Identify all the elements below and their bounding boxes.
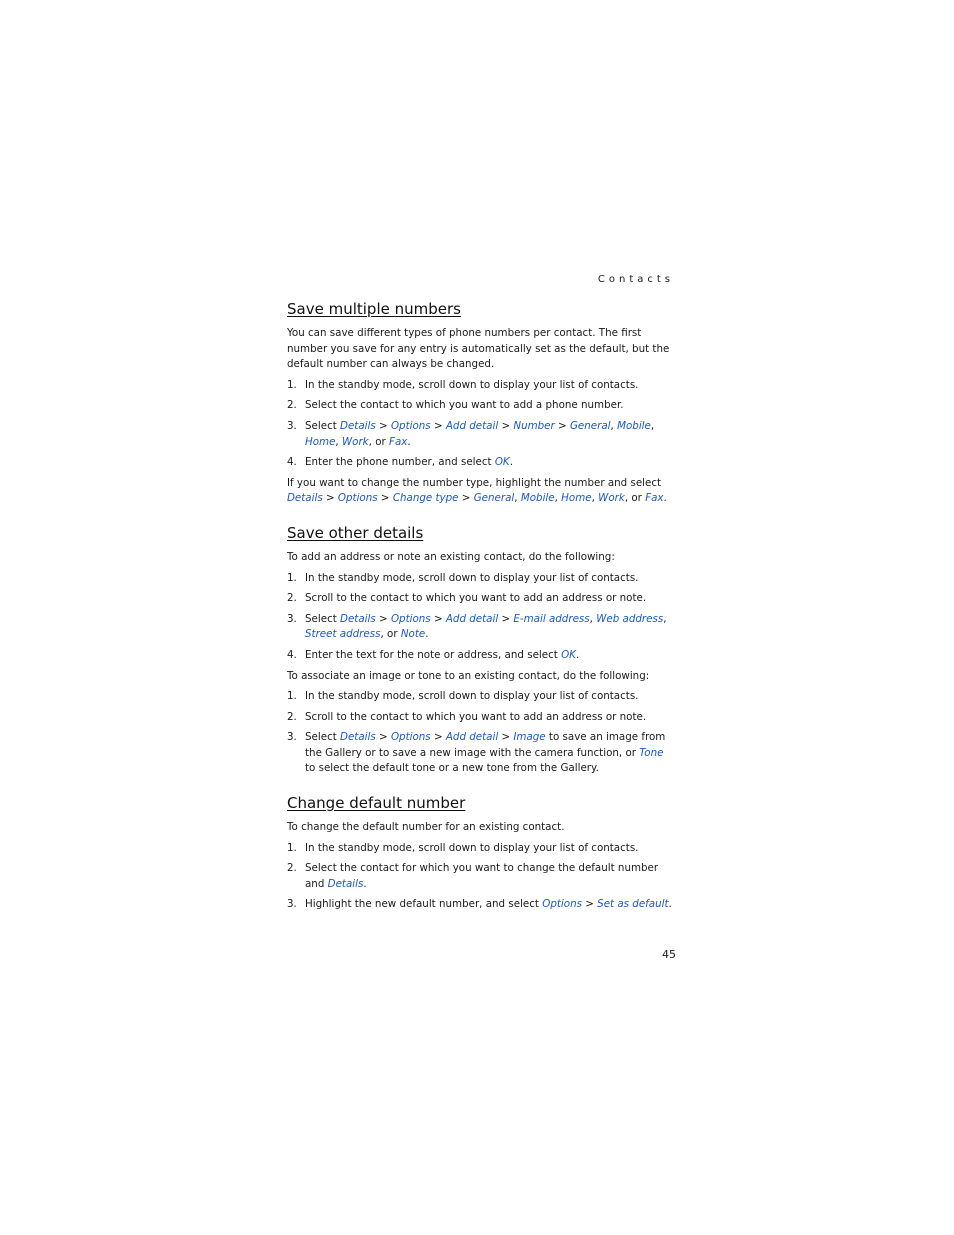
change-type-note: If you want to change the number type, highlight the number and select Details > Options > Change type > General, Mobile, Home, Work, or Fax. [287, 476, 667, 505]
step-text: In the standby mode, scroll down to display your list of contacts. [305, 690, 639, 703]
steps-list [287, 378, 677, 471]
step-text: Enter the phone number, and select [305, 456, 495, 469]
menu-item-details[interactable]: Details [327, 877, 364, 890]
step-number: 1. [287, 841, 297, 854]
step-text: In the standby mode, scroll down to display your list of contacts. [305, 378, 639, 391]
page-content [287, 298, 677, 918]
step-text: Enter the text for the note or address, and select [305, 648, 562, 661]
step-number: 3. [287, 612, 297, 625]
section-heading: Save multiple numbers [287, 300, 461, 318]
step-item [287, 710, 677, 726]
step-item [287, 571, 677, 587]
menu-item-work[interactable]: Work [598, 492, 625, 505]
menu-item-details[interactable]: Details [287, 492, 323, 505]
step-item: 3. Highlight the new default number, and select Options > Set as default. [287, 897, 677, 913]
section-intro: To change the default number for an existing contact. [287, 821, 565, 834]
menu-item-work[interactable]: Work [341, 435, 369, 448]
menu-item-change-type[interactable]: Change type [392, 492, 459, 505]
steps-list [287, 571, 677, 664]
step-number: 2. [287, 592, 297, 605]
step-number: 2. [287, 710, 297, 723]
menu-item-general[interactable]: General [473, 492, 515, 505]
menu-item-web-address[interactable]: Web address [596, 612, 664, 625]
menu-item-add-detail[interactable]: Add detail [445, 612, 499, 625]
menu-item-email-address[interactable]: E-mail address [513, 612, 590, 625]
step-text: Select [305, 612, 341, 625]
step-item: 2. Select the contact for which you want to change the default number and Details. [287, 862, 659, 890]
menu-item-add-detail[interactable]: Add detail [445, 731, 499, 744]
menu-item-ok[interactable]: OK [561, 648, 576, 661]
menu-item-ok[interactable]: OK [494, 456, 510, 469]
step-number: 2. [287, 399, 297, 412]
menu-item-tone[interactable]: Tone [639, 746, 664, 759]
step-text: Select the contact to which you want to add a phone number. [305, 399, 624, 412]
menu-item-street-address[interactable]: Street address [305, 628, 381, 641]
step-item [287, 591, 677, 607]
menu-item-home[interactable]: Home [561, 492, 592, 505]
section-heading: Change default number [287, 794, 466, 813]
section-save-multiple-numbers [287, 298, 677, 507]
page-number: 45 [662, 948, 676, 961]
step-text: Select the contact for which you want to change the default number and [305, 862, 659, 890]
step-number: 4. [287, 648, 297, 661]
section-intro: To add an address or note an existing contact, do the following: [287, 550, 615, 563]
menu-item-fax[interactable]: Fax [389, 435, 408, 448]
steps-list [287, 689, 677, 777]
running-header: Contacts [597, 274, 674, 285]
step-text: Select [305, 419, 341, 432]
menu-item-options[interactable]: Options [542, 898, 582, 911]
menu-item-home[interactable]: Home [305, 435, 336, 448]
menu-item-fax[interactable]: Fax [645, 492, 664, 505]
step-item: 3. Select Details > Options > Add detail > E-mail address, Web address, Street address, or Note. [287, 612, 667, 641]
menu-item-options[interactable]: Options [390, 731, 431, 744]
step-text: Highlight the new default number, and select [305, 898, 543, 911]
menu-item-set-as-default[interactable]: Set as default [597, 898, 669, 911]
section-intro: You can save different types of phone numbers per contact. The first number you save for any entry is automatically set as the default, but the default number can always be changed. [287, 327, 670, 371]
step-text: Scroll to the contact to which you want to add an address or note. [305, 592, 647, 605]
step-item: 4. Enter the text for the note or address, and select OK. [287, 648, 677, 664]
step-item: 3. Select Details > Options > Add detail > Number > General, Mobile, Home, Work, or Fax. [287, 419, 655, 448]
step-text: Scroll to the contact to which you want to add an address or note. [305, 710, 647, 723]
step-item [287, 378, 677, 394]
step-text: In the standby mode, scroll down to display your list of contacts. [305, 571, 639, 584]
menu-item-general[interactable]: General [569, 419, 611, 432]
step-item: 3. Select Details > Options > Add detail > Image to save an image from the Gallery or to save a new image with the camera function, or Tone to select the default tone or a new tone from the Gallery. [287, 731, 666, 775]
step-number: 4. [287, 456, 297, 469]
section-intro-image-tone: To associate an image or tone to an existing contact, do the following: [287, 669, 650, 682]
menu-item-details[interactable]: Details [340, 731, 376, 744]
step-text: In the standby mode, scroll down to display your list of contacts. [305, 841, 639, 854]
menu-item-options[interactable]: Options [390, 612, 431, 625]
menu-item-number[interactable]: Number [513, 419, 555, 432]
step-item [287, 841, 677, 857]
menu-item-options[interactable]: Options [390, 419, 431, 432]
step-item [287, 689, 677, 705]
step-number: 3. [287, 898, 297, 911]
section-change-default-number [287, 792, 677, 913]
menu-item-details[interactable]: Details [340, 419, 376, 432]
section-save-other-details [287, 522, 677, 777]
section-heading: Save other details [287, 523, 424, 542]
step-number: 1. [287, 378, 297, 391]
step-item: 4. Enter the phone number, and select OK. [287, 455, 677, 471]
step-text: Select [305, 731, 341, 744]
menu-item-mobile[interactable]: Mobile [520, 492, 555, 505]
menu-item-add-detail[interactable]: Add detail [445, 419, 499, 432]
step-item [287, 398, 677, 414]
step-number: 3. [287, 731, 297, 744]
steps-list [287, 841, 677, 913]
step-number: 1. [287, 571, 297, 584]
step-number: 1. [287, 690, 297, 703]
menu-item-details[interactable]: Details [340, 612, 376, 625]
step-number: 2. [287, 862, 297, 875]
menu-item-image[interactable]: Image [513, 731, 546, 744]
menu-item-options[interactable]: Options [337, 492, 378, 505]
menu-item-mobile[interactable]: Mobile [617, 419, 651, 432]
menu-item-note[interactable]: Note [400, 628, 426, 641]
step-number: 3. [287, 419, 297, 432]
